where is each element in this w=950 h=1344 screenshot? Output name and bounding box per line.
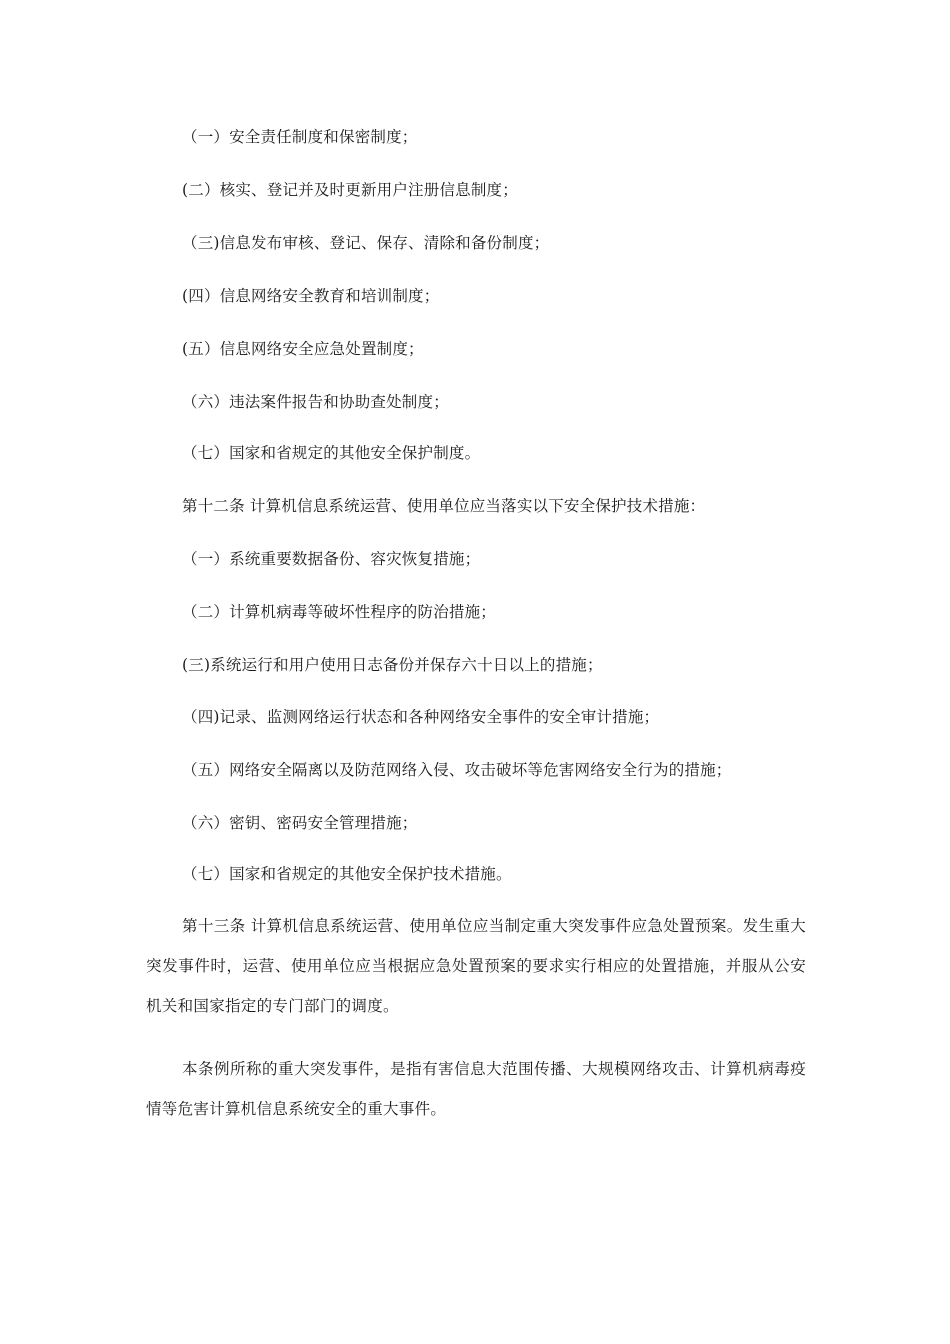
article-12-item-6: （六）密钥、密码安全管理措施；	[182, 814, 418, 832]
article-11-item-7: （七）国家和省规定的其他安全保护制度。	[182, 444, 481, 462]
article-11-item-1: （一）安全责任制度和保密制度；	[182, 128, 418, 146]
article-12-item-1: （一）系统重要数据备份、容灾恢复措施；	[182, 550, 481, 568]
article-12-item-3: (三)系统运行和用户使用日志备份并保存六十日以上的措施；	[182, 656, 603, 674]
article-12-item-5: （五）网络安全隔离以及防范网络入侵、攻击破坏等危害网络安全行为的措施；	[182, 761, 732, 779]
article-12-item-4: （四)记录、监测网络运行状态和各种网络安全事件的安全审计措施；	[182, 708, 660, 726]
article-11-item-3: （三)信息发布审核、登记、保存、清除和备份制度；	[182, 234, 550, 252]
article-12-item-7: （七）国家和省规定的其他安全保护技术措施。	[182, 865, 512, 883]
article-13-paragraph: 第十三条 计算机信息系统运营、使用单位应当制定重大突发事件应急处置预案。发生重大突发事件时，运营、使用单位应当根据应急处置预案的要求实行相应的处置措施，并服从公安机关和国家指定的专门部门的调度。	[146, 917, 806, 1015]
definition-paragraph: 本条例所称的重大突发事件，是指有害信息大范围传播、大规模网络攻击、计算机病毒疫情等危害计算机信息系统安全的重大事件。	[146, 1060, 806, 1118]
article-11-item-4: (四）信息网络安全教育和培训制度；	[182, 287, 440, 305]
article-12-heading: 第十二条 计算机信息系统运营、使用单位应当落实以下安全保护技术措施：	[182, 497, 706, 515]
article-12-item-2: （二）计算机病毒等破坏性程序的防治措施；	[182, 603, 497, 621]
article-11-item-5: (五）信息网络安全应急处置制度；	[182, 340, 424, 358]
article-11-item-2: (二）核实、登记并及时更新用户注册信息制度；	[182, 181, 518, 199]
article-11-item-6: （六）违法案件报告和协助查处制度；	[182, 393, 449, 411]
